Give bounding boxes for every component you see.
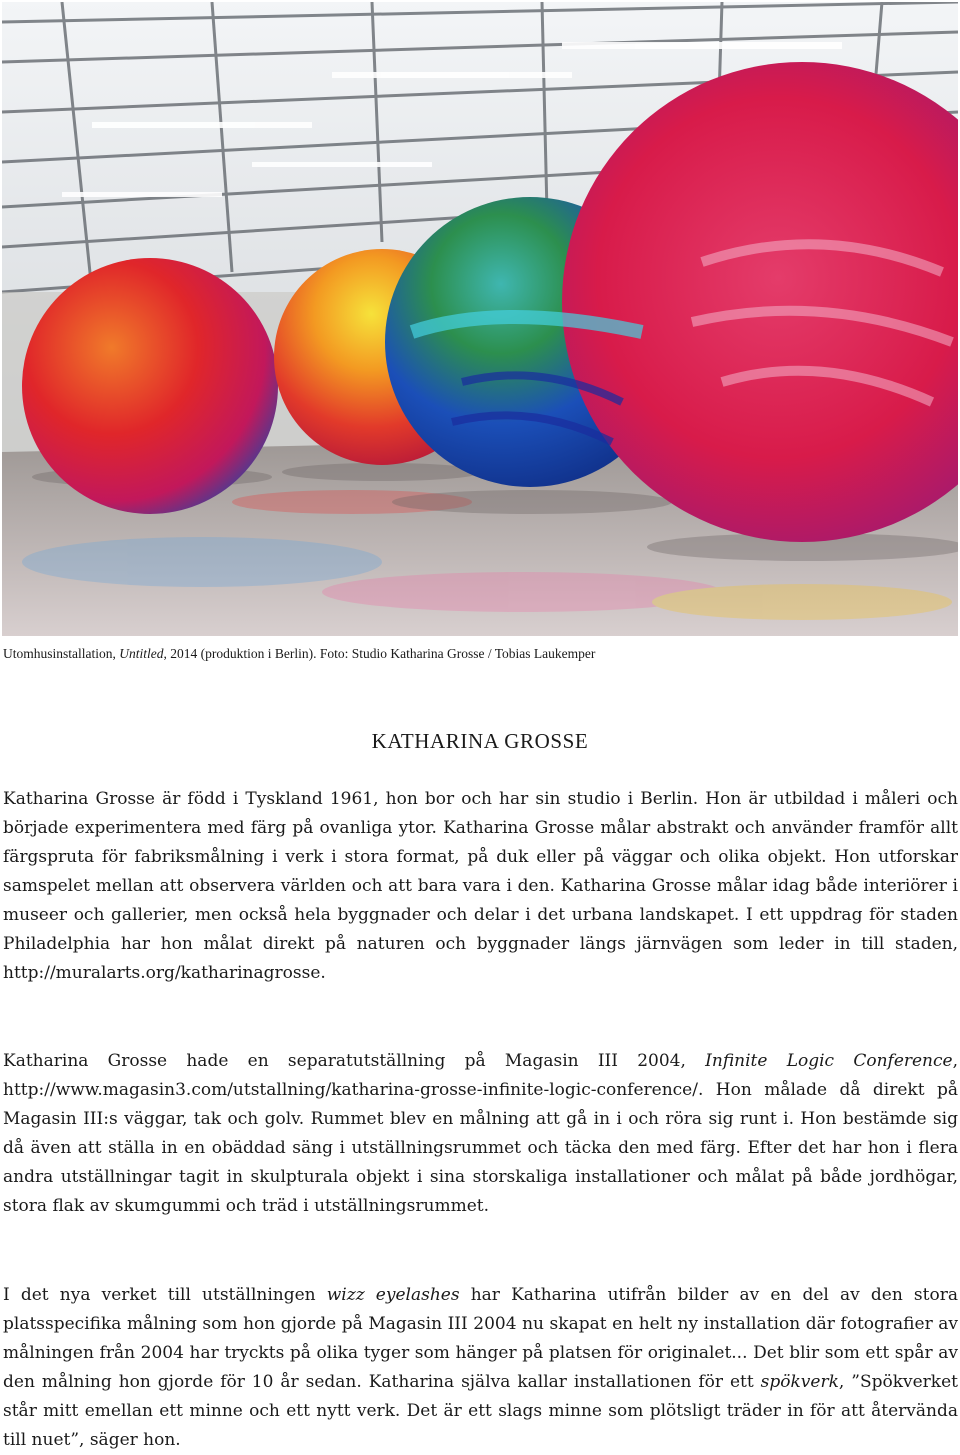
paragraph-2-italic: Infinite Logic Conference [705, 1051, 953, 1071]
paragraph-3-italic-1: wizz eyelashes [326, 1285, 460, 1305]
photo-caption [3, 646, 953, 662]
page-title: KATHARINA GROSSE [371, 729, 589, 753]
caption-part1: Utomhusinstallation, [3, 646, 120, 661]
paragraph-3-part3: , ”Spökverket står mitt emellan ett minne och ett nytt verk. Det är ett slags minne som plötsligt träder in för att återvända till nuet”, säger hon. [3, 1372, 958, 1450]
photo-image [2, 2, 958, 636]
paragraph-3-part1: I det nya verket till utställningen [3, 1285, 327, 1305]
paragraph-3 [3, 1281, 958, 1455]
paragraph-2-part2: , http://www.magasin3.com/utstallning/katharina-grosse-infinite-logic-conference/. Hon målade då direkt på Magasin III:s väggar, tak och golv. Rummet blev en målning att gå in i och röra sig runt i. Hon bestämde sig då även att ställa in en obäddad säng i utställningsrummet och täcka den med färg. Efter det har hon i flera andra utställningar tagit in skulpturala objekt i sina storskaliga installationer och målat på både jordhögar, stora flak av skumgummi och träd i utställningsrummet. [3, 1051, 958, 1216]
paragraph-1: Katharina Grosse är född i Tyskland 1961, hon bor och har sin studio i Berlin. Hon är utbildad i måleri och började experimentera med färg på ovanliga ytor. Katharina Grosse målar abstrakt och använder framför allt färgspruta för fabriksmålning i verk i stora format, på duk eller på väggar och olika objekt. Hon utforskar samspelet mellan att observera världen och att bara vara i den. Katharina Grosse målar idag både interiörer i museer och gallerier, men också hela byggnader och delar i det urbana landskapet. I ett uppdrag för staden Philadelphia har hon målat direkt på naturen och byggnader längs järnvägen som leder in till staden, http://muralarts.org/katharinagrosse. [3, 789, 958, 983]
caption-italic-title: Untitled [119, 646, 164, 661]
paragraph-3-italic-2: spökverk [760, 1372, 839, 1392]
paragraph-3-part2: har Katharina utifrån bilder av en del av den stora platsspecifika målning som hon gjorde på Magasin III 2004 nu skapat en helt ny installation där fotografier av målningen från 2004 har tryckts på olika tyger som hänger på platsen för originalet... Det blir som ett spår av den målning hon gjorde för 10 år sedan. Katharina själva kallar installationen för ett [3, 1285, 958, 1392]
caption-part2: , 2014 (produktion i Berlin). Foto: Studio Katharina Grosse / Tobias Laukemper [163, 646, 596, 661]
red-sphere [22, 258, 278, 514]
paragraph-2-part1: Katharina Grosse hade en separatutställning på Magasin III 2004, [3, 1051, 706, 1071]
installation-photo [2, 2, 958, 636]
paragraph-2 [3, 1047, 958, 1221]
